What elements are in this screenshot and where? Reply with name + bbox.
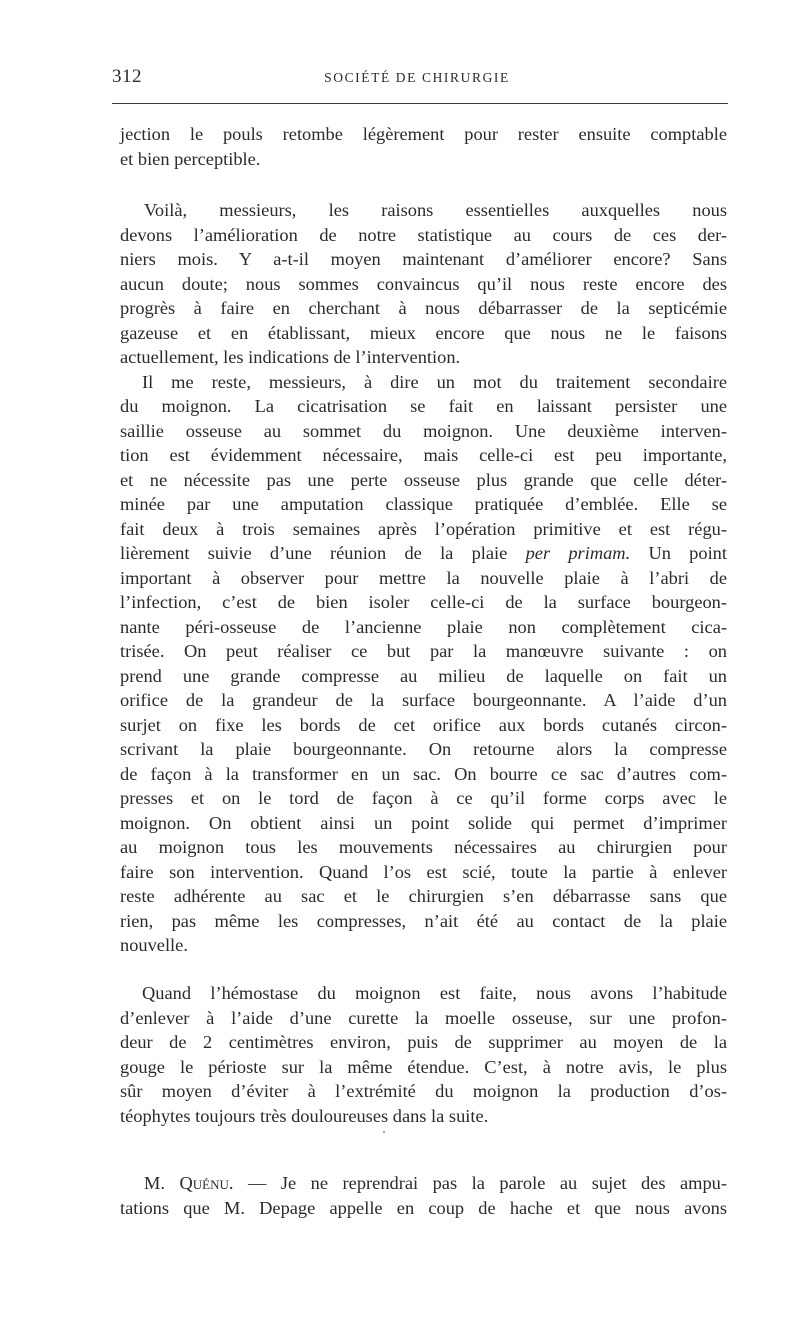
text-line bbox=[120, 541, 727, 566]
text-line: et ne nécessite pas une perte osseuse plus grande que celle déter- bbox=[120, 469, 727, 490]
text-line: du moignon. La cicatrisation se fait en laissant persister une bbox=[120, 396, 727, 416]
text-line: niers mois. Y a-t-il moyen maintenant d’améliorer encore? Sans bbox=[120, 249, 727, 269]
text-line: surjet on fixe les bords de cet orifice aux bords cutanés circon- bbox=[120, 714, 727, 735]
text-line: jection le pouls retombe légèrement pour rester ensuite comptable bbox=[120, 124, 727, 144]
text-line: nouvelle. bbox=[120, 935, 188, 955]
text-line: devons l’amélioration de notre statistique au cours de ces der- bbox=[120, 224, 727, 245]
text-line: gazeuse et en établissant, mieux encore que nous ne le faisons bbox=[120, 322, 727, 343]
text-line: faire son intervention. Quand l’os est scié, toute la partie à enlever bbox=[120, 861, 727, 882]
text-line: progrès à faire en cherchant à nous débarrasser de la septicémie bbox=[120, 298, 727, 318]
text-line: saillie osseuse au sommet du moignon. Une deuxième interven- bbox=[120, 420, 727, 441]
text-fragment: Un point bbox=[630, 543, 727, 563]
text-fragment: lièrement suivie d’une réunion de la plaie bbox=[120, 543, 526, 563]
print-speck bbox=[383, 1131, 385, 1133]
text-line: aucun doute; nous sommes convaincus qu’il nous reste encore des bbox=[120, 273, 727, 294]
text-line: prend une grande compresse au milieu de laquelle on fait un bbox=[120, 665, 727, 686]
text-line: Il me reste, messieurs, à dire un mot du traitement secondaire bbox=[142, 371, 727, 392]
text-line: d’enlever à l’aide d’une curette la moelle osseuse, sur une profon- bbox=[120, 1007, 727, 1028]
text-line: rien, pas même les compresses, n’ait été au contact de la plaie bbox=[120, 910, 727, 931]
paragraph-hemostasis bbox=[120, 981, 727, 1128]
paragraph-statistics bbox=[120, 198, 727, 370]
text-line: minée par une amputation classique pratiquée d’emblée. Elle se bbox=[120, 494, 727, 514]
text-line: important à observer pour mettre la nouvelle plaie à l’abri de bbox=[120, 567, 727, 588]
text-fragment: — Je ne reprendrai pas la parole au sujet des ampu- bbox=[233, 1173, 727, 1193]
text-line: presses et on le tord de façon à ce qu’il forme corps avec le bbox=[120, 788, 727, 808]
text-line: deur de 2 centimètres environ, puis de supprimer au moyen de la bbox=[120, 1032, 727, 1052]
text-line: téophytes toujours très douloureuses dans la suite. bbox=[120, 1105, 489, 1126]
text-line: gouge le périoste sur la même étendue. C’est, à notre avis, le plus bbox=[120, 1056, 727, 1077]
speaker-name: M. Quénu. bbox=[144, 1173, 234, 1193]
text-line: au moignon tous les mouvements nécessaires au chirurgien pour bbox=[120, 837, 727, 857]
text-line: nante péri-osseuse de l’ancienne plaie non complètement cica- bbox=[120, 616, 727, 637]
text-line: orifice de la grandeur de la surface bourgeonnante. A l’aide d’un bbox=[120, 690, 727, 710]
text-line: tion est évidemment nécessaire, mais celle-ci est peu importante, bbox=[120, 445, 727, 465]
text-line: fait deux à trois semaines après l’opération primitive et est régu- bbox=[120, 518, 727, 539]
header-rule bbox=[112, 103, 728, 104]
text-line: trisée. On peut réaliser ce but par la manœuvre suivante : on bbox=[120, 641, 727, 661]
text-line: Quand l’hémostase du moignon est faite, nous avons l’habitude bbox=[142, 983, 727, 1003]
paragraph-quenu bbox=[120, 1171, 727, 1220]
paragraph-continuation bbox=[120, 122, 727, 171]
text-line: de façon à la transformer en un sac. On bourre ce sac d’autres com- bbox=[120, 763, 727, 784]
text-line: actuellement, les indications de l’intervention. bbox=[120, 347, 461, 367]
text-line: l’infection, c’est de bien isoler celle-ci de la surface bourgeon- bbox=[120, 592, 727, 612]
running-title: SOCIÉTÉ DE CHIRURGIE bbox=[324, 70, 510, 85]
paragraph-secondary-treatment bbox=[120, 370, 727, 958]
text-line: tations que M. Depage appelle en coup de hache et que nous avons bbox=[120, 1197, 727, 1218]
text-line: Voilà, messieurs, les raisons essentielles auxquelles nous bbox=[144, 200, 727, 220]
text-line: sûr moyen d’éviter à l’extrémité du moignon la production d’os- bbox=[120, 1081, 727, 1101]
text-line: scrivant la plaie bourgeonnante. On retourne alors la compresse bbox=[120, 739, 727, 759]
text-line bbox=[120, 1171, 727, 1196]
text-line: et bien perceptible. bbox=[120, 148, 261, 169]
text-line: moignon. On obtient ainsi un point solide qui permet d’imprimer bbox=[120, 812, 727, 833]
latin-phrase: per primam. bbox=[525, 543, 631, 563]
text-line: reste adhérente au sac et le chirurgien s’en débarrasse sans que bbox=[120, 886, 727, 906]
page-number: 312 bbox=[112, 66, 142, 87]
